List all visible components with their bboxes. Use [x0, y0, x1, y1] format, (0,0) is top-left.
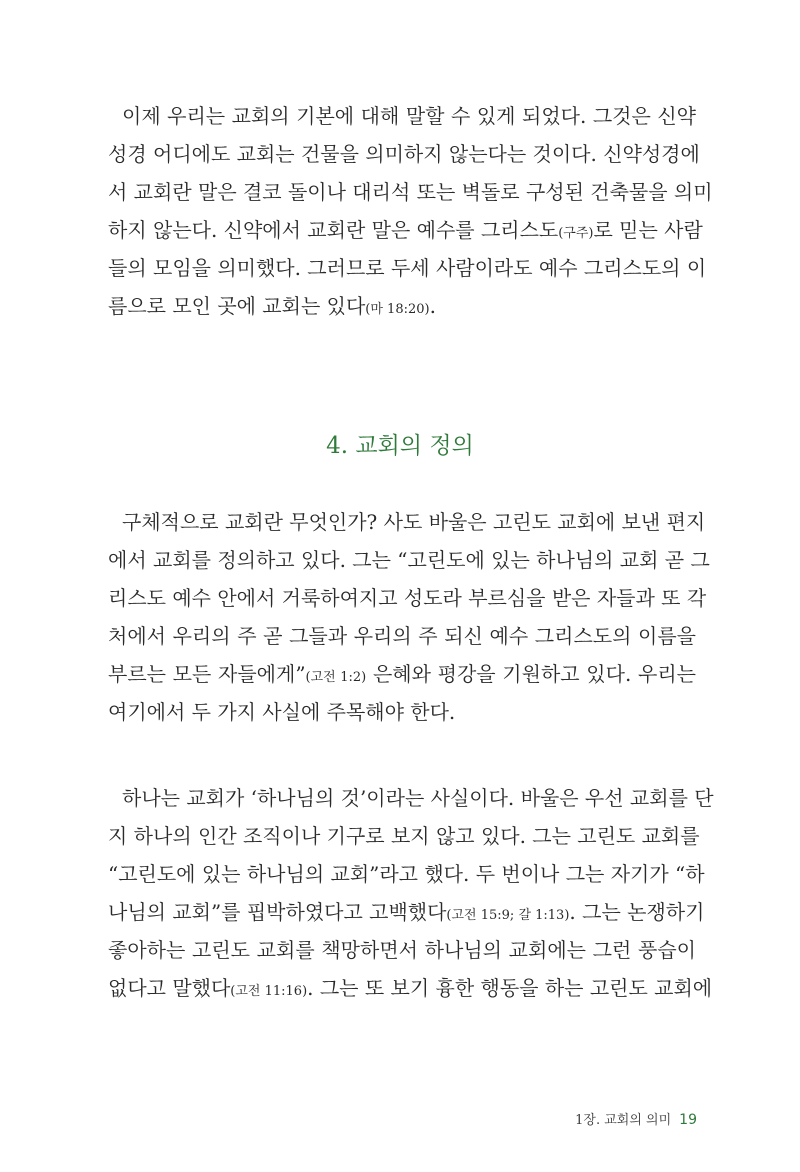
paragraph-church-basics	[108, 97, 713, 325]
text-line	[108, 287, 696, 325]
text-line	[108, 855, 705, 893]
text-line	[108, 579, 707, 617]
citation: (고전 15:9; 갈 1:13)	[446, 908, 570, 923]
text-line	[108, 779, 714, 817]
line-text-continued: . 그는 또 보기 흉한 행동을 하는 고린도 교회에	[307, 976, 713, 1000]
line-text: 서 교회란 말은 결코 돌이나 대리석 또는 벽돌로 구성된 건축물을 의미	[108, 180, 713, 204]
line-text-continued: 로 믿는 사람	[593, 218, 703, 242]
line-text-continued: 은혜와 평강을 기원하고 있다. 우리는	[366, 662, 696, 686]
line-text: 리스도 예수 안에서 거룩하여지고 성도라 부르심을 받은 자들과 또 각	[108, 586, 707, 610]
paragraph-church-definition	[108, 503, 710, 731]
text-line	[108, 211, 703, 249]
line-text: 성경 어디에도 교회는 건물을 의미하지 않는다는 것이다. 신약성경에	[108, 142, 700, 166]
text-line	[108, 503, 706, 541]
line-text-continued: . 그는 논쟁하기	[569, 900, 705, 924]
text-line	[108, 655, 696, 693]
line-text: 여기에서 두 가지 사실에 주목해야 한다.	[108, 700, 456, 724]
line-text: 부르는 모든 자들에게”	[108, 662, 306, 686]
section-heading: 4. 교회의 정의	[326, 433, 474, 459]
page-footer	[575, 1110, 697, 1131]
line-text: 에서 교회를 정의하고 있다. 그는 “고린도에 있는 하나님의 교회 곧 그	[108, 548, 710, 572]
page-number: 19	[679, 1112, 697, 1128]
line-text: “고린도에 있는 하나님의 교회”라고 했다. 두 번이나 그는 자기가 “하	[108, 862, 705, 886]
line-text: 처에서 우리의 주 곧 그들과 우리의 주 되신 예수 그리스도의 이름을	[108, 624, 696, 648]
line-text: 름으로 모인 곳에 교회는 있다	[108, 294, 366, 318]
text-line	[108, 893, 705, 931]
line-text: 하지 않는다. 신약에서 교회란 말은 예수를 그리스도	[108, 218, 559, 242]
citation: (구주)	[558, 226, 594, 241]
text-line	[108, 173, 713, 211]
text-line	[108, 617, 696, 655]
text-line	[108, 135, 700, 173]
citation: (고전 11:16)	[230, 984, 308, 999]
text-line	[108, 931, 696, 969]
line-text: 지 하나의 인간 조직이나 기구로 보지 않고 있다. 그는 고린도 교회를	[108, 824, 700, 848]
citation: (고전 1:2)	[305, 670, 367, 685]
line-text: 하나는 교회가 ‘하나님의 것’이라는 사실이다. 바울은 우선 교회를 단	[122, 786, 714, 810]
line-text: 나님의 교회”를 핍박하였다고 고백했다	[108, 900, 447, 924]
line-text: 이제 우리는 교회의 기본에 대해 말할 수 있게 되었다. 그것은 신약	[122, 104, 696, 128]
line-text: 구체적으로 교회란 무엇인가? 사도 바울은 고린도 교회에 보낸 편지	[122, 510, 706, 534]
line-text: 들의 모임을 의미했다. 그러므로 두세 사람이라도 예수 그리스도의 이	[108, 256, 707, 280]
running-chapter-title: 1장. 교회의 의미	[575, 1113, 672, 1128]
text-line	[108, 817, 700, 855]
text-line	[108, 541, 710, 579]
text-line	[108, 249, 707, 287]
line-text: 없다고 말했다	[108, 976, 231, 1000]
text-line	[108, 97, 696, 135]
text-line	[108, 969, 713, 1007]
citation: (마 18:20)	[365, 302, 430, 317]
line-text: 좋아하는 고린도 교회를 책망하면서 하나님의 교회에는 그런 풍습이	[108, 938, 696, 962]
paragraph-church-of-god	[108, 779, 714, 1007]
line-text-continued: .	[429, 294, 436, 318]
text-line	[108, 693, 696, 731]
